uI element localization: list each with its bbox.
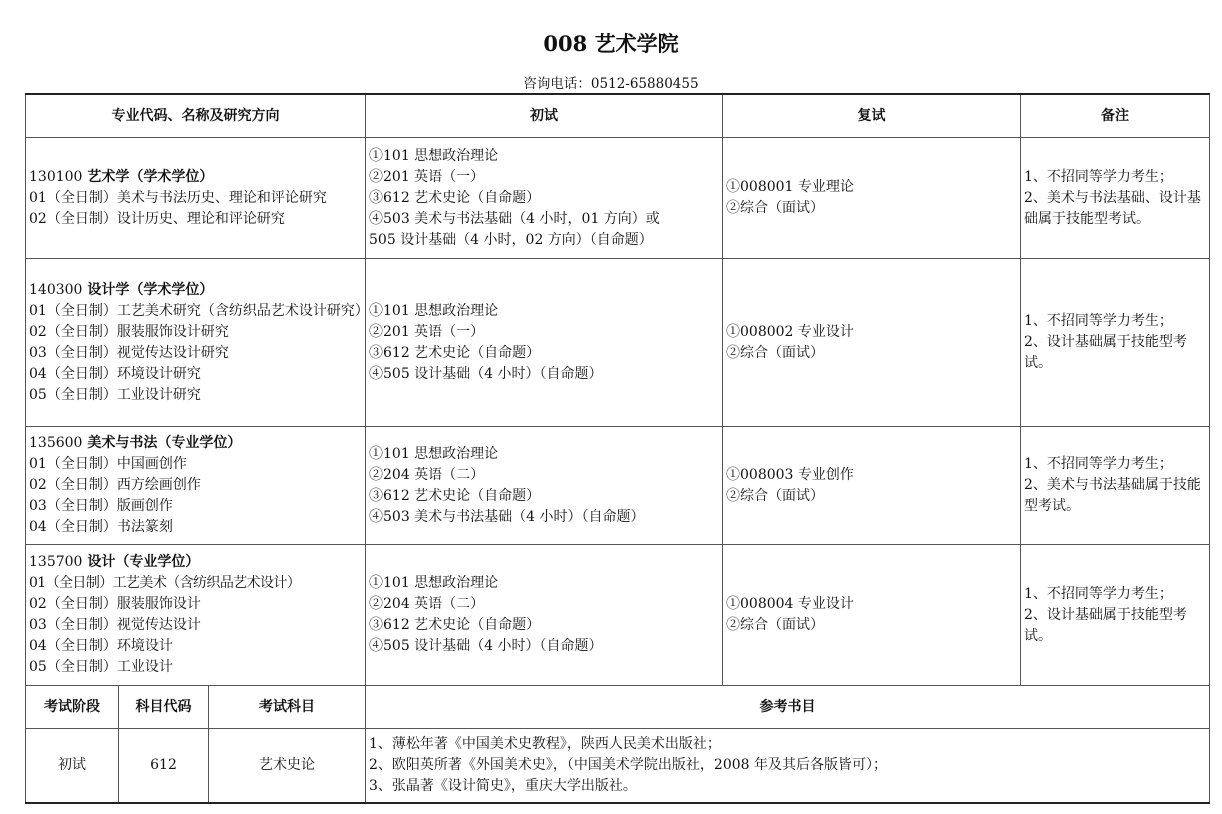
exam-subject: ③612 艺术史论（自命题） <box>369 487 541 504</box>
note-item: 1、不招同等学力考生； <box>1024 456 1173 472</box>
header-books: 参考书目 <box>366 686 1210 729</box>
second-exam-cell <box>723 545 1021 686</box>
major-name: 美术与书法（专业学位） <box>87 435 242 451</box>
first-exam-cell <box>366 427 723 545</box>
direction-item: 04（全日制）书法篆刻 <box>29 519 173 535</box>
page-title: 008 艺术学院 <box>543 31 679 56</box>
major-name: 设计（专业学位） <box>87 554 200 570</box>
direction-item: 01（全日制）美术与书法历史、理论和评论研究 <box>29 189 327 206</box>
exam-subject: ④503 美术与书法基础（4 小时，01 方向）或 <box>369 210 660 227</box>
note-item: 2、设计基础属于技能型考试。 <box>1024 606 1187 644</box>
exam-subject: ①101 思想政治理论 <box>369 302 499 319</box>
exam-subject: ②综合（面试） <box>726 200 825 216</box>
reference-row <box>26 729 1210 803</box>
major-code: 135600 <box>29 435 83 451</box>
exam-subject: ②204 英语（二） <box>369 596 485 612</box>
exam-subject: ③612 艺术史论（自命题） <box>369 189 541 206</box>
note-item: 1、不招同等学力考生； <box>1024 168 1173 185</box>
exam-subject: ②201 英语（一） <box>369 323 485 340</box>
book-item: 2、欧阳英所著《外国美术史》，（中国美术学院出版社，2008 年及其后各版皆可）； <box>369 756 887 773</box>
exam-subject: ④505 设计基础（4 小时）（自命题） <box>369 365 603 382</box>
major-cell <box>26 545 366 686</box>
direction-item: 01（全日制）工艺美术（含纺织品艺术设计） <box>29 575 301 591</box>
major-code: 130100 <box>29 168 83 185</box>
header-notes: 备注 <box>1021 94 1210 138</box>
subject-cell: 艺术史论 <box>209 729 366 803</box>
note-item: 2、设计基础属于技能型考试。 <box>1024 334 1187 371</box>
note-item: 1、不招同等学力考生； <box>1024 585 1173 602</box>
major-code: 135700 <box>29 554 83 570</box>
subject-code-cell: 612 <box>119 729 209 803</box>
major-title <box>29 167 362 188</box>
direction-item: 03（全日制）版画创作 <box>29 498 173 514</box>
major-cell <box>26 259 369 427</box>
exam-subject: ①008004 专业设计 <box>726 596 854 612</box>
exam-subject: 505 设计基础（4 小时，02 方向）（自命题） <box>369 231 653 248</box>
direction-item: 02（全日制）服装服饰设计研究 <box>29 323 229 340</box>
exam-subject: ②204 英语（二） <box>369 466 485 483</box>
first-exam-cell <box>366 545 723 686</box>
first-exam-cell <box>366 138 723 259</box>
notes-cell <box>1021 259 1210 427</box>
direction-item: 05（全日制）工业设计 <box>29 659 173 675</box>
exam-subject: ①101 思想政治理论 <box>369 147 499 164</box>
exam-subject: ①008003 专业创作 <box>726 466 854 483</box>
note-item: 1、不招同等学力考生； <box>1024 313 1173 329</box>
exam-subject: ②综合（面试） <box>726 487 825 504</box>
table-row <box>26 259 1210 427</box>
exam-subject: ①008002 专业设计 <box>726 323 854 340</box>
major-cell <box>26 138 366 259</box>
header-first-exam: 初试 <box>366 94 723 138</box>
major-title <box>29 433 362 454</box>
direction-item: 02（全日制）服装服饰设计 <box>29 596 201 612</box>
table-row <box>26 138 1210 259</box>
first-exam-cell <box>366 259 723 427</box>
table-header-row <box>26 94 1210 138</box>
header-second-exam: 复试 <box>723 94 1021 138</box>
exam-subject: ②综合（面试） <box>726 617 825 633</box>
note-item: 2、美术与书法基础、设计基础属于技能型考试。 <box>1024 189 1201 227</box>
reference-header-row <box>26 686 1210 729</box>
stage-cell: 初试 <box>26 729 119 803</box>
direction-item: 02（全日制）设计历史、理论和评论研究 <box>29 210 285 227</box>
direction-item: 04（全日制）环境设计 <box>29 638 173 654</box>
major-name: 艺术学（学术学位） <box>87 168 214 185</box>
header-subject-code: 科目代码 <box>119 686 209 729</box>
direction-item: 05（全日制）工业设计研究 <box>29 386 201 403</box>
direction-item: 03（全日制）视觉传达设计研究 <box>29 344 229 361</box>
table-row <box>26 545 1210 686</box>
major-code: 140300 <box>29 281 83 298</box>
exam-subject: ①101 思想政治理论 <box>369 575 499 591</box>
notes-cell <box>1021 427 1210 545</box>
note-item: 2、美术与书法基础属于技能型考试。 <box>1024 477 1201 514</box>
book-item: 1、薄松年著《中国美术史教程》，陕西人民美术出版社； <box>369 735 721 752</box>
header-major: 专业代码、名称及研究方向 <box>26 94 366 138</box>
major-name: 设计学（学术学位） <box>87 281 214 298</box>
exam-subject: ③612 艺术史论（自命题） <box>369 617 541 633</box>
book-item: 3、张晶著《设计简史》，重庆大学出版社。 <box>369 777 637 794</box>
second-exam-cell <box>723 427 1021 545</box>
direction-item: 04（全日制）环境设计研究 <box>29 365 201 382</box>
direction-item: 01（全日制）工艺美术研究（含纺织品艺术设计研究） <box>29 302 369 319</box>
direction-item: 02（全日制）西方绘画创作 <box>29 477 201 493</box>
admissions-table <box>25 93 1210 804</box>
direction-item: 01（全日制）中国画创作 <box>29 456 187 472</box>
exam-subject: ①101 思想政治理论 <box>369 445 499 462</box>
books-cell <box>366 729 1210 803</box>
second-exam-cell <box>723 138 1021 259</box>
notes-cell <box>1021 545 1210 686</box>
exam-subject: ②201 英语（一） <box>369 168 485 185</box>
major-title <box>29 552 362 573</box>
table-row <box>26 427 1210 545</box>
exam-subject: ④503 美术与书法基础（4 小时）（自命题） <box>369 508 645 525</box>
header-subject: 考试科目 <box>209 686 366 729</box>
contact-phone: 咨询电话：0512-65880455 <box>523 76 699 92</box>
notes-cell <box>1021 138 1210 259</box>
exam-subject: ②综合（面试） <box>726 344 825 361</box>
direction-item: 03（全日制）视觉传达设计 <box>29 617 201 633</box>
major-cell <box>26 427 366 545</box>
header-stage: 考试阶段 <box>26 686 119 729</box>
major-title <box>29 280 362 301</box>
exam-subject: ③612 艺术史论（自命题） <box>369 344 541 361</box>
second-exam-cell <box>723 259 1021 427</box>
exam-subject: ①008001 专业理论 <box>726 179 854 195</box>
exam-subject: ④505 设计基础（4 小时）（自命题） <box>369 638 603 654</box>
